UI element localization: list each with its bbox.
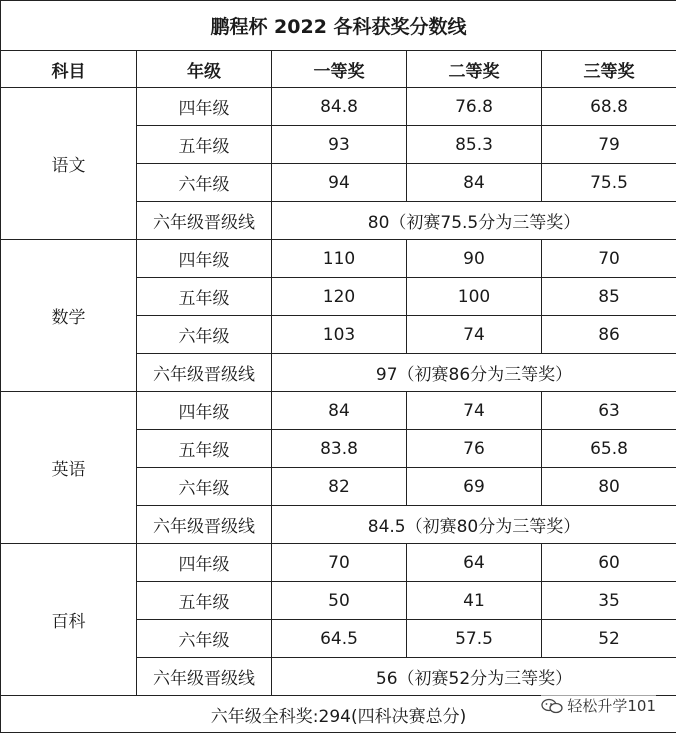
header-subject: 科目	[1, 51, 137, 88]
first-prize-cell: 64.5	[272, 620, 407, 658]
grade-cell: 四年级	[137, 88, 272, 126]
first-prize-cell: 70	[272, 544, 407, 582]
header-third-prize: 三等奖	[542, 51, 676, 88]
subject-cell: 数学	[1, 240, 137, 392]
third-prize-cell: 79	[542, 126, 676, 164]
table-row	[1, 240, 676, 278]
grade-cell: 五年级	[137, 278, 272, 316]
header-grade: 年级	[137, 51, 272, 88]
grade-cell: 六年级	[137, 620, 272, 658]
second-prize-cell: 100	[407, 278, 542, 316]
first-prize-cell: 84.8	[272, 88, 407, 126]
header-second-prize: 二等奖	[407, 51, 542, 88]
third-prize-cell: 86	[542, 316, 676, 354]
grade-cell: 六年级	[137, 316, 272, 354]
second-prize-cell: 85.3	[407, 126, 542, 164]
title-row	[1, 1, 676, 51]
second-prize-cell: 76.8	[407, 88, 542, 126]
promotion-value: 80（初赛75.5分为三等奖）	[272, 202, 676, 240]
first-prize-cell: 120	[272, 278, 407, 316]
third-prize-cell: 63	[542, 392, 676, 430]
second-prize-cell: 76	[407, 430, 542, 468]
score-table-body	[1, 1, 676, 733]
first-prize-cell: 82	[272, 468, 407, 506]
wechat-icon	[541, 698, 563, 714]
header-row	[1, 51, 676, 88]
table-row	[1, 544, 676, 582]
grade-cell: 五年级	[137, 430, 272, 468]
header-first-prize: 一等奖	[272, 51, 407, 88]
third-prize-cell: 85	[542, 278, 676, 316]
third-prize-cell: 60	[542, 544, 676, 582]
second-prize-cell: 90	[407, 240, 542, 278]
second-prize-cell: 41	[407, 582, 542, 620]
promotion-value: 84.5（初赛80分为三等奖）	[272, 506, 676, 544]
second-prize-cell: 64	[407, 544, 542, 582]
grade-cell: 四年级	[137, 544, 272, 582]
first-prize-cell: 93	[272, 126, 407, 164]
third-prize-cell: 70	[542, 240, 676, 278]
third-prize-cell: 68.8	[542, 88, 676, 126]
third-prize-cell: 35	[542, 582, 676, 620]
first-prize-cell: 84	[272, 392, 407, 430]
third-prize-cell: 65.8	[542, 430, 676, 468]
grade-cell: 四年级	[137, 240, 272, 278]
promotion-value: 97（初赛86分为三等奖）	[272, 354, 676, 392]
promotion-label: 六年级晋级线	[137, 202, 272, 240]
second-prize-cell: 69	[407, 468, 542, 506]
grade-cell: 四年级	[137, 392, 272, 430]
subject-cell: 语文	[1, 88, 137, 240]
second-prize-cell: 74	[407, 316, 542, 354]
first-prize-cell: 103	[272, 316, 407, 354]
table-row	[1, 392, 676, 430]
subject-cell: 百科	[1, 544, 137, 696]
watermark	[541, 695, 656, 716]
grade-cell: 五年级	[137, 582, 272, 620]
third-prize-cell: 75.5	[542, 164, 676, 202]
first-prize-cell: 110	[272, 240, 407, 278]
grade-cell: 五年级	[137, 126, 272, 164]
table-row	[1, 88, 676, 126]
grade-cell: 六年级	[137, 164, 272, 202]
first-prize-cell: 94	[272, 164, 407, 202]
first-prize-cell: 83.8	[272, 430, 407, 468]
grade-cell: 六年级	[137, 468, 272, 506]
footer-note: 六年级全科奖:294(四科决赛总分)	[1, 696, 676, 733]
third-prize-cell: 80	[542, 468, 676, 506]
watermark-text: 轻松升学101	[567, 697, 656, 715]
first-prize-cell: 50	[272, 582, 407, 620]
third-prize-cell: 52	[542, 620, 676, 658]
subject-cell: 英语	[1, 392, 137, 544]
promotion-label: 六年级晋级线	[137, 354, 272, 392]
table-title: 鹏程杯 2022 各科获奖分数线	[1, 1, 676, 51]
promotion-label: 六年级晋级线	[137, 658, 272, 696]
second-prize-cell: 84	[407, 164, 542, 202]
promotion-label: 六年级晋级线	[137, 506, 272, 544]
promotion-value: 56（初赛52分为三等奖）	[272, 658, 676, 696]
second-prize-cell: 74	[407, 392, 542, 430]
second-prize-cell: 57.5	[407, 620, 542, 658]
